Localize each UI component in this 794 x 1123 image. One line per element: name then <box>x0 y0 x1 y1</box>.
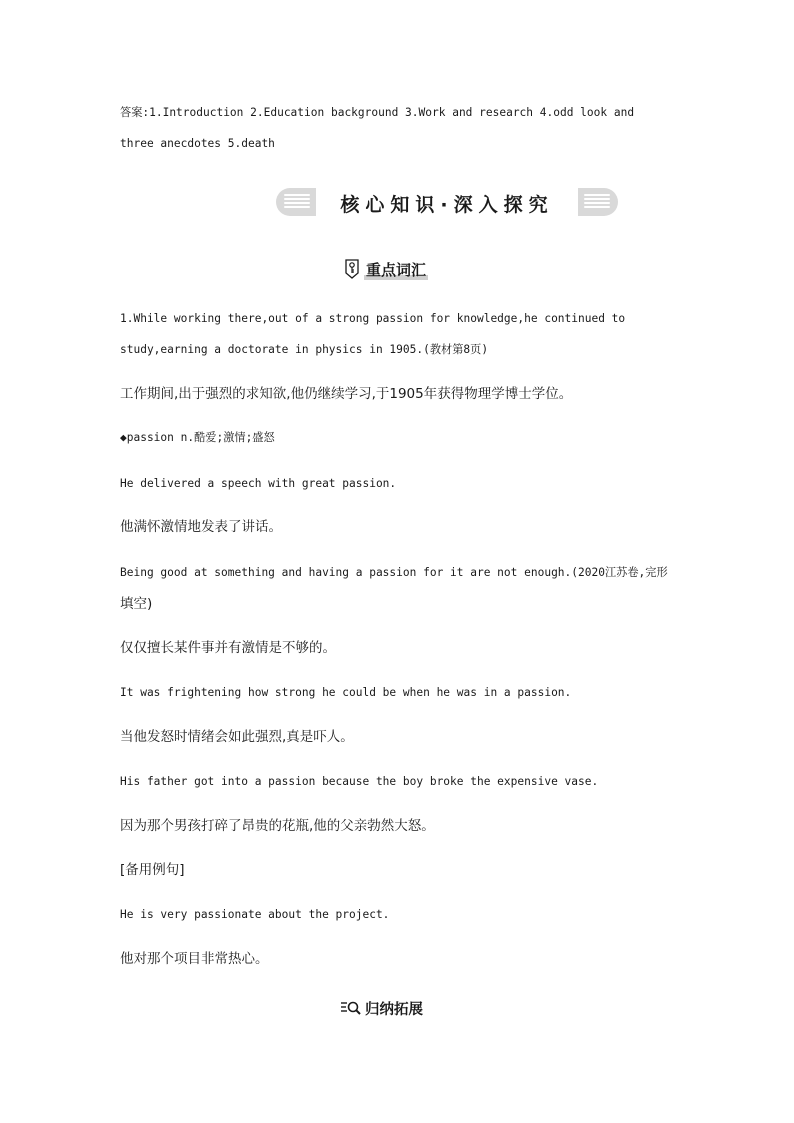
section-banner <box>276 188 618 216</box>
example-2-zh: 仅仅擅长某件事并有激情是不够的。 <box>120 640 336 656</box>
backup-label: [备用例句] <box>120 862 185 878</box>
answer-line-2: three anecdotes 5.death <box>120 137 275 150</box>
item1-zh: 工作期间,出于强烈的求知欲,他仍继续学习,于1905年获得物理学博士学位。 <box>120 386 573 402</box>
subheading <box>343 258 428 280</box>
example-2-en: Being good at something and having a passion for it are not enough.(2020江苏卷,完形 <box>120 566 668 579</box>
key-icon <box>343 259 361 279</box>
example-2-en-cont: 填空) <box>120 596 153 612</box>
section-title: 核心知识·深入探究 <box>340 194 554 216</box>
vocab-entry: ◆passion n.酷爱;激情;盛怒 <box>120 431 275 444</box>
subheading-2-text: 归纳拓展 <box>365 1001 423 1018</box>
example-1-en: He delivered a speech with great passion. <box>120 477 397 490</box>
banner-stripes-right <box>584 194 610 210</box>
subheading-text: 重点词汇 <box>366 260 427 279</box>
magnifier-icon <box>340 1000 362 1016</box>
example-4-zh: 因为那个男孩打碎了昂贵的花瓶,他的父亲勃然大怒。 <box>120 818 435 834</box>
backup-en: He is very passionate about the project. <box>120 908 390 921</box>
example-3-en: It was frightening how strong he could be when he was in a passion. <box>120 686 572 699</box>
item1-en-line1: 1.While working there,out of a strong passion for knowledge,he continued to <box>120 312 626 325</box>
item1-en-line2: study,earning a doctorate in physics in 1905.(教材第8页) <box>120 343 489 356</box>
example-3-zh: 当他发怒时情绪会如此强烈,真是吓人。 <box>120 729 354 745</box>
subheading-2 <box>340 998 423 1018</box>
example-1-zh: 他满怀激情地发表了讲话。 <box>120 519 282 535</box>
backup-zh: 他对那个项目非常热心。 <box>120 951 269 967</box>
example-4-en: His father got into a passion because the boy broke the expensive vase. <box>120 775 599 788</box>
answer-line-1: 答案:1.Introduction 2.Education background 3.Work and research 4.odd look and <box>120 106 635 119</box>
